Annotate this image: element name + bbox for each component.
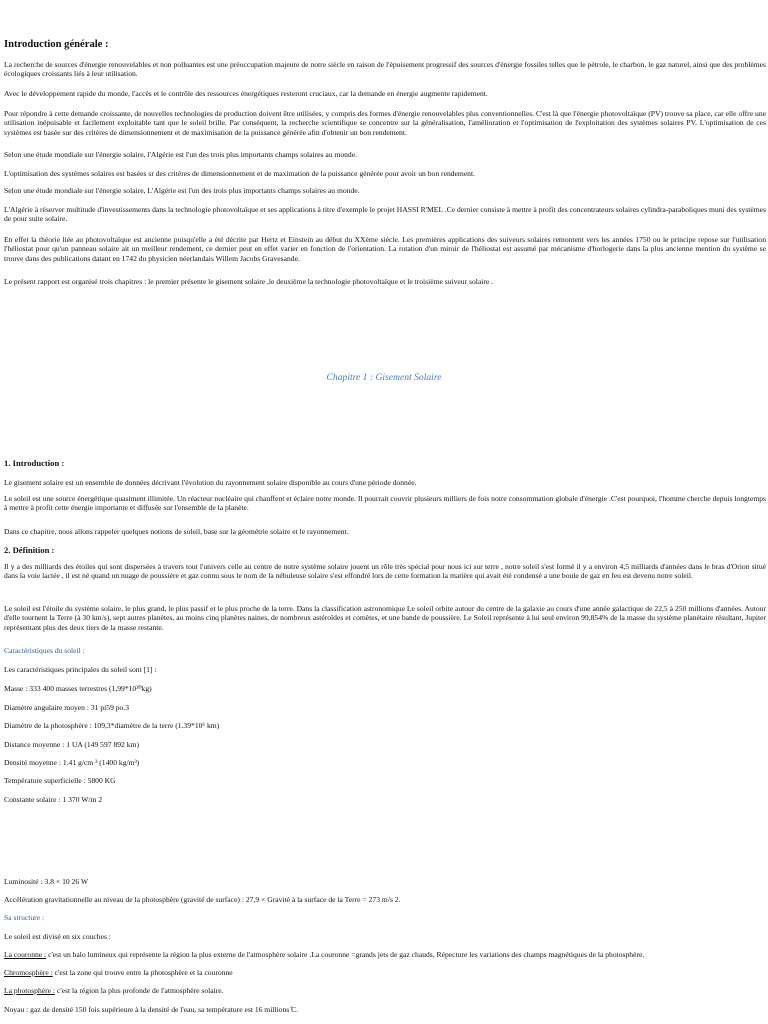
intro-paragraph-3: Pour répondre à cette demande croissante, de nouvelles technologies de production doivent être utilisées, y compris des formes d'énergie renouvelables plus conventionnelles. C'est là que l'énergie photovoltaïque (PV) trouve sa place, car elle offre une utilisation inépuisable et facilement exploitable tant que le soleil brille. Par conséquent, la recherche scientifique se concentre sur la généralisation, l'amélioration et l'optimisation de l'exploitation des systèmes solaires PV. L'optimisation de ces systèmes est basée sur des critères de dimensionnement et de maximisation de la puissance générée afin d'obtenir un bon rendement. (4, 109, 766, 137)
characteristic-item: Température superficielle : 5800 KG (4, 776, 116, 785)
characteristic-item: Constante solaire : 1 370 W/m 2 (4, 795, 103, 804)
section-1-paragraph-2: Le soleil est une source énergétique quasiment illimitée. Un réacteur nucléaire qui chauffent et éclaire notre monde. Il pourrait couvrir plusieurs milliers de fois notre consommation globale d'énergie .C'est pourquoi, l'homme cherche depuis longtemps à mettre à profit cette énergie importante et diffusée sur l'ensemble de la planète. (4, 494, 766, 513)
intro-paragraph-2: Avec le développement rapide du monde, l'accès et le contrôle des ressources énergétiques resteront cruciaux, car la demande en énergie augmente rapidement. (4, 89, 488, 98)
section-1-title: 1. Introduction : (4, 458, 65, 468)
layer-photosphere (4, 986, 766, 995)
section-1-paragraph-3: Dans ce chapitre, nous allons rappeler quelques notions de soleil, base sur la géométrie solaire et le rayonnement. (4, 527, 349, 536)
characteristic-item: Masse : 333 400 masses terrestres (1,99*10³⁰kg) (4, 684, 152, 693)
layer-term: La photosphère : (4, 986, 56, 995)
intro-paragraph-9: Le présent rapport est organisé trois chapitres : le premier présente le gisement solaire ,le deuxième la technologie photovoltaïque et le troisième suiveur solaire . (4, 277, 494, 286)
layer-core: Noyau : gaz de densité 150 fois supérieure à la densité de l'eau, sa température est 16 millions ̊C. (4, 1005, 299, 1014)
sun-characteristics-lead: Les caractéristiques principales du soleil sont [1] : (4, 665, 157, 674)
section-1-paragraph-1: Le gisement solaire est un ensemble de données décrivant l'évolution du rayonnement solaire disponible au cours d'une période donnée. (4, 478, 417, 487)
layer-text: c'est un halo lumineux qui représente la région la plus externe de l'atmosphère solaire .La couronne =grands jets de gaz chauds. Répecture les variations des champs magnétiques de la photosphère. (46, 950, 645, 959)
intro-paragraph-6: Selon une étude mondiale sur l'énergie solaire, L'Algérie est l'un des trois plus importants champs solaires au monde. (4, 186, 360, 195)
gravity-item: Accélération gravitationnelle au niveau de la photosphère (gravité de surface) : 27,9 × Gravité à la surface de la Terre = 273 m/s 2. (4, 895, 401, 904)
intro-paragraph-7: L'Algérie à réserver multitude d'investissements dans la technologie photovoltaïque et ses applications à titre d'exemple le projet HASSI R'MEL .Ce dernier consiste à mettre à profit des concentrateurs solaires cylindra-paraboliques muni des systèmes de pour suite solaire. (4, 205, 766, 224)
structure-lead: Le soleil est divisé en six couches : (4, 932, 111, 941)
layer-text: c'est la région la plus profonde de l'atmosphère solaire. (55, 986, 224, 995)
layer-term: Chromosphère : (4, 968, 53, 977)
intro-paragraph-8: En effet la théorie liée au photovoltaïque est ancienne puisqu'elle a été décrite par Hertz et Einstein au début du XXème siècle. Les premières applications des suiveurs solaires remontent vers les années 1750 ou le principe repose sur l'utilisation l'héliostat pour qu'un panneau solaire ait un meilleur rendement, ce dernier peut en effet varier en fonction de l'orientation. La rotation d'un miroir de l'héliostat est assumé par mécanisme d'horlogerie dans la plus ancienne mention du système se trouve dans des publications datant en 1742 du physicien néerlandais Willem Jacobs Gravesande. (4, 235, 766, 263)
layer-term: La couronne : (4, 950, 47, 959)
intro-paragraph-4: Selon une étude mondiale sur l'énergie solaire, l'Algérie est l'un des trois plus importants champs solaires au monde. (4, 150, 357, 159)
layer-corona (4, 950, 766, 959)
section-2-paragraph-2: Le soleil est l'étoile du système solaire, le plus grand, le plus passif et le plus proche de la terre. Dans la classification astronomique Le soleil orbite autour du centre de la galaxie au cours d'une année galactique de 22,5 à 250 millions d'années. Autour d'elle tournent la Terre (à 30 km/s), sept autres planètes, au moins cinq planètes naines, de nombreux astéroïdes et comètes, et une bande de poussière. Le Soleil représente à lui seul environ 99,854% de la masse du système planétaire résultant, Jupiter représentant plus des deux tiers de la masse restante. (4, 604, 766, 632)
structure-heading: Sa structure : (4, 913, 45, 922)
section-2-title: 2. Définition : (4, 545, 55, 555)
section-2-paragraph-1: Il y a des milliards des étoiles qui sont dispersées à travers tout l'univers celle au centre de notre système solaire jouent un rôle très spécial pour nous ici sur terre , notre soleil s'est formé il y a environ 4,5 milliards d'années dans le bras d'Orion situé dans la voie lactée , il est né quand un nuage de poussière et gaz connu sous le nom de la nébuleuse solaire s'est effondré lors de cette formation la matière qui avait été condensé a une boule de gaz en feu est devenu notre soleil. (4, 562, 766, 581)
layer-text: c'est la zone qui trouve entre la photosphère et la couronne (52, 968, 233, 977)
layer-chromosphere (4, 968, 766, 977)
characteristic-item: Diamètre de la photosphère : 109,3*diamètre de la terre (1.39*10⁶ km) (4, 721, 220, 730)
luminosity-item: Luminosité : 3.8 × 10 26 W (4, 877, 89, 886)
sun-characteristics-heading: Caractéristiques du soleil : (4, 646, 85, 655)
intro-paragraph-1: La recherche de sources d'énergie renouvelables et non polluantes est une préoccupation majeure de notre siècle en raison de l'épuisement progressif des sources d'énergie fossiles telles que le pétrole, le charbon, le gaz naturel, ainsi que des problèmes écologiques croissants liés à leur utilisation. (4, 60, 766, 79)
characteristic-item: Distance moyenne : 1 UA (149 597 892 km) (4, 740, 139, 749)
intro-paragraph-5: L'optimisation des systèmes solaires est basées sr des critères de dimensionnement et de maximation de la puissance générée pour avoir un bon rendement. (4, 169, 475, 178)
intro-title: Introduction générale : (4, 39, 109, 50)
chapter-title: Chapitre 1 : Gisement Solaire (326, 372, 442, 383)
characteristic-item: Diamètre angulaire moyen : 31 pi59 po.3 (4, 703, 130, 712)
characteristic-item: Densité moyenne : 1.41 g/cm ³ (1400 kg/m³) (4, 758, 140, 767)
